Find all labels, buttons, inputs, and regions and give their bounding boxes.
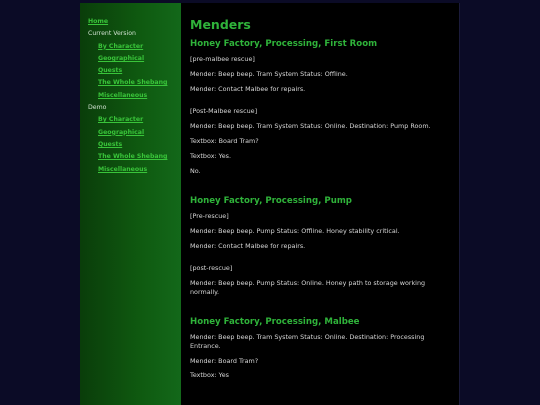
nav-current-geographical-link[interactable]: Geographical: [98, 54, 145, 62]
section-heading: Honey Factory, Processing, Pump: [190, 196, 352, 207]
dialogue-line: [Post-Malbee rescue]: [190, 107, 258, 116]
sidebar-nav: [80, 3, 181, 176]
dialogue-line: Mender: Contact Malbee for repairs.: [190, 242, 306, 251]
nav-current-by-character-link[interactable]: By Character: [98, 42, 144, 50]
nav-heading-current-version: Current Version: [88, 30, 136, 38]
dialogue-line: Textbox: Board Tram?: [190, 137, 259, 146]
nav-demo-whole-shebang-link[interactable]: The Whole Shebang: [98, 153, 168, 161]
nav-demo-quests-link[interactable]: Quests: [98, 140, 123, 148]
dialogue-line: [Pre-rescue]: [190, 212, 229, 221]
nav-current-quests-link[interactable]: Quests: [98, 67, 123, 75]
dialogue-line: Mender: Contact Malbee for repairs.: [190, 84, 306, 93]
nav-home-link[interactable]: Home: [88, 18, 109, 25]
nav-current-miscellaneous-link[interactable]: Miscellaneous: [98, 91, 148, 99]
nav-heading-demo: Demo: [88, 104, 107, 112]
dialogue-line: Mender: Beep beep. Tram System Status: Offline.: [190, 69, 348, 78]
section-heading: Honey Factory, Processing, First Room: [190, 39, 378, 49]
dialogue-line: Mender: Beep beep. Pump Status: Offline. Honey stability critical.: [190, 227, 400, 236]
nav-current-whole-shebang-link[interactable]: The Whole Shebang: [98, 79, 168, 87]
dialogue-line: Mender: Beep beep. Tram System Status: Online. Destination: Processing Entrance.: [190, 333, 425, 350]
page-title: Menders: [190, 17, 251, 32]
sidebar: [80, 3, 182, 405]
dialogue-line: Mender: Beep beep. Tram System Status: Online. Destination: Pump Room.: [190, 122, 431, 131]
main-content: [181, 3, 460, 405]
nav-demo-miscellaneous-link[interactable]: Miscellaneous: [98, 165, 148, 173]
dialogue-line: Textbox: Yes: [190, 371, 229, 380]
dialogue-line: No.: [190, 166, 201, 175]
dialogue-line: [post-rescue]: [190, 264, 233, 273]
dialogue-line: Mender: Board Tram?: [190, 356, 259, 365]
nav-demo-by-character-link[interactable]: By Character: [98, 116, 144, 124]
dialogue-line: Mender: Beep beep. Pump Status: Online. Honey path to storage working normally.: [190, 279, 426, 296]
section-heading: Honey Factory, Processing, Malbee: [190, 317, 360, 328]
nav-demo-geographical-link[interactable]: Geographical: [98, 128, 145, 136]
dialogue-line: Textbox: Yes.: [190, 151, 232, 160]
dialogue-line: [pre-malbee rescue]: [190, 55, 255, 63]
